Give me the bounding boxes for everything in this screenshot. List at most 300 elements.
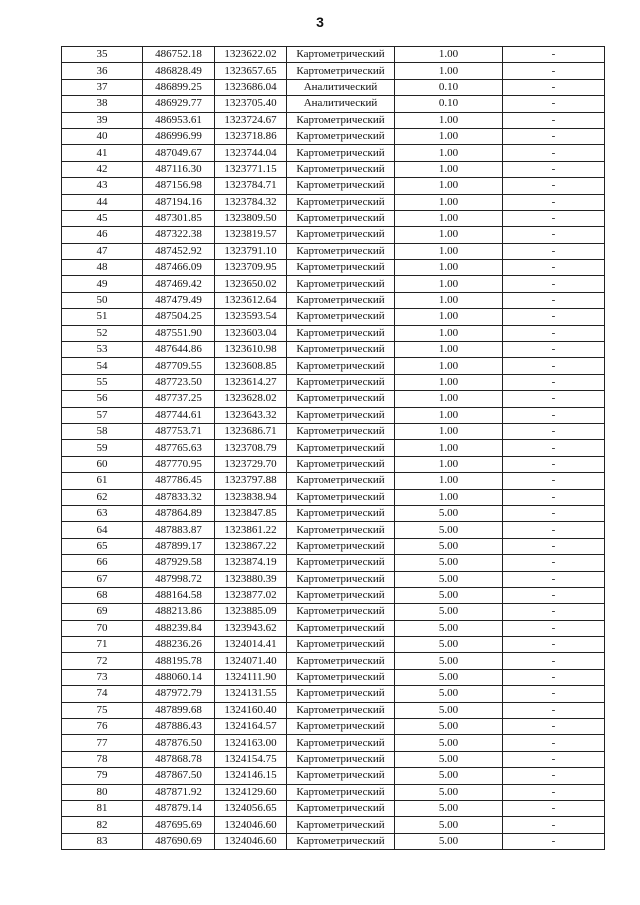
accuracy-cell: 5.00 [395, 817, 503, 833]
method-cell: Картометрический [287, 735, 395, 751]
method-cell: Картометрический [287, 145, 395, 161]
y-coordinate-cell: 1324014.41 [215, 637, 287, 653]
method-cell: Картометрический [287, 440, 395, 456]
table-row [62, 440, 605, 456]
note-cell: - [503, 637, 605, 653]
point-number-cell: 59 [62, 440, 143, 456]
method-cell: Картометрический [287, 620, 395, 636]
table-row [62, 309, 605, 325]
accuracy-cell: 5.00 [395, 735, 503, 751]
accuracy-cell: 1.00 [395, 47, 503, 63]
method-cell: Картометрический [287, 194, 395, 210]
x-coordinate-cell: 487770.95 [143, 456, 215, 472]
method-cell: Картометрический [287, 358, 395, 374]
method-cell: Картометрический [287, 243, 395, 259]
y-coordinate-cell: 1324129.60 [215, 784, 287, 800]
accuracy-cell: 1.00 [395, 194, 503, 210]
table-row [62, 47, 605, 63]
note-cell: - [503, 210, 605, 226]
table-row [62, 292, 605, 308]
point-number-cell: 66 [62, 555, 143, 571]
note-cell: - [503, 604, 605, 620]
page-number: 3 [316, 14, 324, 30]
table-row [62, 505, 605, 521]
point-number-cell: 83 [62, 833, 143, 849]
y-coordinate-cell: 1323729.70 [215, 456, 287, 472]
note-cell: - [503, 145, 605, 161]
table-row [62, 735, 605, 751]
table-row [62, 833, 605, 849]
point-number-cell: 81 [62, 800, 143, 816]
note-cell: - [503, 79, 605, 95]
x-coordinate-cell: 487876.50 [143, 735, 215, 751]
x-coordinate-cell: 486953.61 [143, 112, 215, 128]
note-cell: - [503, 63, 605, 79]
y-coordinate-cell: 1323847.85 [215, 505, 287, 521]
note-cell: - [503, 620, 605, 636]
method-cell: Картометрический [287, 325, 395, 341]
table-row [62, 243, 605, 259]
table-row [62, 194, 605, 210]
x-coordinate-cell: 486828.49 [143, 63, 215, 79]
y-coordinate-cell: 1323650.02 [215, 276, 287, 292]
y-coordinate-cell: 1324046.60 [215, 817, 287, 833]
note-cell: - [503, 522, 605, 538]
note-cell: - [503, 800, 605, 816]
accuracy-cell: 1.00 [395, 489, 503, 505]
point-number-cell: 48 [62, 260, 143, 276]
method-cell: Картометрический [287, 538, 395, 554]
y-coordinate-cell: 1323593.54 [215, 309, 287, 325]
x-coordinate-cell: 487479.49 [143, 292, 215, 308]
table-row [62, 227, 605, 243]
accuracy-cell: 1.00 [395, 260, 503, 276]
point-number-cell: 47 [62, 243, 143, 259]
x-coordinate-cell: 487504.25 [143, 309, 215, 325]
note-cell: - [503, 817, 605, 833]
table-row [62, 161, 605, 177]
accuracy-cell: 1.00 [395, 210, 503, 226]
accuracy-cell: 5.00 [395, 768, 503, 784]
x-coordinate-cell: 487156.98 [143, 178, 215, 194]
point-number-cell: 44 [62, 194, 143, 210]
y-coordinate-cell: 1324154.75 [215, 751, 287, 767]
x-coordinate-cell: 487879.14 [143, 800, 215, 816]
note-cell: - [503, 719, 605, 735]
y-coordinate-cell: 1323643.32 [215, 407, 287, 423]
point-number-cell: 79 [62, 768, 143, 784]
x-coordinate-cell: 487116.30 [143, 161, 215, 177]
table-row [62, 686, 605, 702]
point-number-cell: 58 [62, 423, 143, 439]
table-row [62, 112, 605, 128]
y-coordinate-cell: 1323819.57 [215, 227, 287, 243]
accuracy-cell: 1.00 [395, 112, 503, 128]
accuracy-cell: 5.00 [395, 719, 503, 735]
method-cell: Картометрический [287, 309, 395, 325]
x-coordinate-cell: 487886.43 [143, 719, 215, 735]
accuracy-cell: 5.00 [395, 522, 503, 538]
table-row [62, 538, 605, 554]
y-coordinate-cell: 1323724.67 [215, 112, 287, 128]
table-row [62, 63, 605, 79]
point-number-cell: 51 [62, 309, 143, 325]
note-cell: - [503, 440, 605, 456]
point-number-cell: 77 [62, 735, 143, 751]
x-coordinate-cell: 487469.42 [143, 276, 215, 292]
note-cell: - [503, 555, 605, 571]
table-row [62, 555, 605, 571]
y-coordinate-cell: 1323686.04 [215, 79, 287, 95]
y-coordinate-cell: 1324111.90 [215, 669, 287, 685]
accuracy-cell: 0.10 [395, 96, 503, 112]
method-cell: Картометрический [287, 555, 395, 571]
accuracy-cell: 1.00 [395, 161, 503, 177]
point-number-cell: 74 [62, 686, 143, 702]
point-number-cell: 42 [62, 161, 143, 177]
note-cell: - [503, 161, 605, 177]
method-cell: Картометрический [287, 669, 395, 685]
note-cell: - [503, 456, 605, 472]
accuracy-cell: 1.00 [395, 276, 503, 292]
y-coordinate-cell: 1324071.40 [215, 653, 287, 669]
x-coordinate-cell: 487899.68 [143, 702, 215, 718]
accuracy-cell: 1.00 [395, 407, 503, 423]
method-cell: Аналитический [287, 79, 395, 95]
note-cell: - [503, 96, 605, 112]
table-row [62, 374, 605, 390]
method-cell: Картометрический [287, 260, 395, 276]
table-row [62, 96, 605, 112]
table-row [62, 391, 605, 407]
x-coordinate-cell: 487868.78 [143, 751, 215, 767]
y-coordinate-cell: 1323608.85 [215, 358, 287, 374]
note-cell: - [503, 178, 605, 194]
note-cell: - [503, 128, 605, 144]
point-number-cell: 50 [62, 292, 143, 308]
method-cell: Картометрический [287, 456, 395, 472]
x-coordinate-cell: 487899.17 [143, 538, 215, 554]
table-row [62, 620, 605, 636]
x-coordinate-cell: 487867.50 [143, 768, 215, 784]
accuracy-cell: 1.00 [395, 358, 503, 374]
table-row [62, 489, 605, 505]
coordinates-table-body [62, 47, 605, 850]
note-cell: - [503, 538, 605, 554]
y-coordinate-cell: 1323612.64 [215, 292, 287, 308]
method-cell: Картометрический [287, 423, 395, 439]
point-number-cell: 38 [62, 96, 143, 112]
x-coordinate-cell: 488236.26 [143, 637, 215, 653]
accuracy-cell: 5.00 [395, 653, 503, 669]
table-row [62, 653, 605, 669]
point-number-cell: 65 [62, 538, 143, 554]
note-cell: - [503, 358, 605, 374]
y-coordinate-cell: 1323877.02 [215, 587, 287, 603]
x-coordinate-cell: 487551.90 [143, 325, 215, 341]
method-cell: Картометрический [287, 112, 395, 128]
table-row [62, 260, 605, 276]
y-coordinate-cell: 1324046.60 [215, 833, 287, 849]
note-cell: - [503, 407, 605, 423]
table-row [62, 817, 605, 833]
accuracy-cell: 1.00 [395, 423, 503, 439]
table-row [62, 800, 605, 816]
method-cell: Картометрический [287, 784, 395, 800]
x-coordinate-cell: 488060.14 [143, 669, 215, 685]
table-row [62, 210, 605, 226]
y-coordinate-cell: 1323614.27 [215, 374, 287, 390]
note-cell: - [503, 342, 605, 358]
y-coordinate-cell: 1323861.22 [215, 522, 287, 538]
note-cell: - [503, 768, 605, 784]
method-cell: Картометрический [287, 178, 395, 194]
method-cell: Картометрический [287, 473, 395, 489]
y-coordinate-cell: 1323708.79 [215, 440, 287, 456]
x-coordinate-cell: 486929.77 [143, 96, 215, 112]
y-coordinate-cell: 1324164.57 [215, 719, 287, 735]
point-number-cell: 76 [62, 719, 143, 735]
x-coordinate-cell: 486752.18 [143, 47, 215, 63]
accuracy-cell: 1.00 [395, 440, 503, 456]
method-cell: Картометрический [287, 702, 395, 718]
point-number-cell: 72 [62, 653, 143, 669]
accuracy-cell: 5.00 [395, 505, 503, 521]
note-cell: - [503, 751, 605, 767]
method-cell: Картометрический [287, 571, 395, 587]
method-cell: Картометрический [287, 292, 395, 308]
accuracy-cell: 1.00 [395, 473, 503, 489]
accuracy-cell: 5.00 [395, 800, 503, 816]
note-cell: - [503, 423, 605, 439]
note-cell: - [503, 669, 605, 685]
method-cell: Картометрический [287, 604, 395, 620]
method-cell: Картометрический [287, 800, 395, 816]
accuracy-cell: 5.00 [395, 604, 503, 620]
method-cell: Картометрический [287, 391, 395, 407]
table-row [62, 473, 605, 489]
x-coordinate-cell: 487301.85 [143, 210, 215, 226]
point-number-cell: 45 [62, 210, 143, 226]
point-number-cell: 68 [62, 587, 143, 603]
table-row [62, 79, 605, 95]
note-cell: - [503, 260, 605, 276]
method-cell: Картометрический [287, 374, 395, 390]
note-cell: - [503, 325, 605, 341]
point-number-cell: 46 [62, 227, 143, 243]
y-coordinate-cell: 1324131.55 [215, 686, 287, 702]
accuracy-cell: 1.00 [395, 243, 503, 259]
y-coordinate-cell: 1323705.40 [215, 96, 287, 112]
accuracy-cell: 1.00 [395, 391, 503, 407]
x-coordinate-cell: 487786.45 [143, 473, 215, 489]
accuracy-cell: 5.00 [395, 571, 503, 587]
method-cell: Картометрический [287, 47, 395, 63]
note-cell: - [503, 112, 605, 128]
method-cell: Картометрический [287, 489, 395, 505]
point-number-cell: 43 [62, 178, 143, 194]
note-cell: - [503, 276, 605, 292]
accuracy-cell: 5.00 [395, 669, 503, 685]
table-row [62, 276, 605, 292]
x-coordinate-cell: 487695.69 [143, 817, 215, 833]
point-number-cell: 56 [62, 391, 143, 407]
table-row [62, 768, 605, 784]
y-coordinate-cell: 1323744.04 [215, 145, 287, 161]
x-coordinate-cell: 486996.99 [143, 128, 215, 144]
table-row [62, 587, 605, 603]
y-coordinate-cell: 1323784.32 [215, 194, 287, 210]
x-coordinate-cell: 487833.32 [143, 489, 215, 505]
point-number-cell: 36 [62, 63, 143, 79]
y-coordinate-cell: 1323874.19 [215, 555, 287, 571]
y-coordinate-cell: 1323610.98 [215, 342, 287, 358]
method-cell: Картометрический [287, 653, 395, 669]
point-number-cell: 73 [62, 669, 143, 685]
point-number-cell: 52 [62, 325, 143, 341]
note-cell: - [503, 391, 605, 407]
method-cell: Аналитический [287, 96, 395, 112]
x-coordinate-cell: 487765.63 [143, 440, 215, 456]
accuracy-cell: 1.00 [395, 63, 503, 79]
x-coordinate-cell: 487644.86 [143, 342, 215, 358]
method-cell: Картометрический [287, 128, 395, 144]
point-number-cell: 71 [62, 637, 143, 653]
y-coordinate-cell: 1323771.15 [215, 161, 287, 177]
point-number-cell: 35 [62, 47, 143, 63]
accuracy-cell: 1.00 [395, 227, 503, 243]
point-number-cell: 67 [62, 571, 143, 587]
note-cell: - [503, 686, 605, 702]
point-number-cell: 57 [62, 407, 143, 423]
accuracy-cell: 1.00 [395, 292, 503, 308]
point-number-cell: 80 [62, 784, 143, 800]
point-number-cell: 63 [62, 505, 143, 521]
accuracy-cell: 1.00 [395, 178, 503, 194]
point-number-cell: 75 [62, 702, 143, 718]
table-row [62, 604, 605, 620]
note-cell: - [503, 292, 605, 308]
x-coordinate-cell: 487753.71 [143, 423, 215, 439]
table-row [62, 128, 605, 144]
method-cell: Картометрический [287, 719, 395, 735]
accuracy-cell: 1.00 [395, 128, 503, 144]
y-coordinate-cell: 1324160.40 [215, 702, 287, 718]
method-cell: Картометрический [287, 210, 395, 226]
note-cell: - [503, 489, 605, 505]
y-coordinate-cell: 1324146.15 [215, 768, 287, 784]
y-coordinate-cell: 1323718.86 [215, 128, 287, 144]
method-cell: Картометрический [287, 342, 395, 358]
accuracy-cell: 5.00 [395, 833, 503, 849]
accuracy-cell: 1.00 [395, 374, 503, 390]
table-row [62, 669, 605, 685]
point-number-cell: 69 [62, 604, 143, 620]
point-number-cell: 62 [62, 489, 143, 505]
point-number-cell: 78 [62, 751, 143, 767]
point-number-cell: 82 [62, 817, 143, 833]
x-coordinate-cell: 486899.25 [143, 79, 215, 95]
table-row [62, 702, 605, 718]
accuracy-cell: 5.00 [395, 637, 503, 653]
x-coordinate-cell: 487194.16 [143, 194, 215, 210]
method-cell: Картометрический [287, 587, 395, 603]
y-coordinate-cell: 1323880.39 [215, 571, 287, 587]
accuracy-cell: 5.00 [395, 751, 503, 767]
table-row [62, 571, 605, 587]
note-cell: - [503, 309, 605, 325]
y-coordinate-cell: 1323628.02 [215, 391, 287, 407]
x-coordinate-cell: 487452.92 [143, 243, 215, 259]
point-number-cell: 61 [62, 473, 143, 489]
note-cell: - [503, 653, 605, 669]
x-coordinate-cell: 488195.78 [143, 653, 215, 669]
point-number-cell: 55 [62, 374, 143, 390]
x-coordinate-cell: 487972.79 [143, 686, 215, 702]
coordinates-table [61, 46, 605, 850]
table-row [62, 637, 605, 653]
method-cell: Картометрический [287, 276, 395, 292]
accuracy-cell: 1.00 [395, 325, 503, 341]
method-cell: Картометрический [287, 768, 395, 784]
y-coordinate-cell: 1323943.62 [215, 620, 287, 636]
point-number-cell: 41 [62, 145, 143, 161]
accuracy-cell: 5.00 [395, 702, 503, 718]
note-cell: - [503, 243, 605, 259]
x-coordinate-cell: 488213.86 [143, 604, 215, 620]
note-cell: - [503, 227, 605, 243]
y-coordinate-cell: 1323622.02 [215, 47, 287, 63]
table-row [62, 178, 605, 194]
note-cell: - [503, 473, 605, 489]
method-cell: Картометрический [287, 817, 395, 833]
y-coordinate-cell: 1323657.65 [215, 63, 287, 79]
accuracy-cell: 5.00 [395, 555, 503, 571]
accuracy-cell: 1.00 [395, 456, 503, 472]
point-number-cell: 39 [62, 112, 143, 128]
table-row [62, 423, 605, 439]
method-cell: Картометрический [287, 637, 395, 653]
table-row [62, 342, 605, 358]
note-cell: - [503, 702, 605, 718]
accuracy-cell: 1.00 [395, 342, 503, 358]
point-number-cell: 60 [62, 456, 143, 472]
method-cell: Картометрический [287, 751, 395, 767]
x-coordinate-cell: 487871.92 [143, 784, 215, 800]
x-coordinate-cell: 487322.38 [143, 227, 215, 243]
point-number-cell: 53 [62, 342, 143, 358]
point-number-cell: 70 [62, 620, 143, 636]
y-coordinate-cell: 1323797.88 [215, 473, 287, 489]
y-coordinate-cell: 1323885.09 [215, 604, 287, 620]
x-coordinate-cell: 487690.69 [143, 833, 215, 849]
table-row [62, 145, 605, 161]
note-cell: - [503, 374, 605, 390]
y-coordinate-cell: 1323784.71 [215, 178, 287, 194]
accuracy-cell: 5.00 [395, 620, 503, 636]
method-cell: Картометрический [287, 407, 395, 423]
method-cell: Картометрический [287, 833, 395, 849]
x-coordinate-cell: 487998.72 [143, 571, 215, 587]
point-number-cell: 40 [62, 128, 143, 144]
note-cell: - [503, 784, 605, 800]
table-row [62, 751, 605, 767]
y-coordinate-cell: 1323838.94 [215, 489, 287, 505]
table-row [62, 784, 605, 800]
note-cell: - [503, 833, 605, 849]
y-coordinate-cell: 1324163.00 [215, 735, 287, 751]
x-coordinate-cell: 487929.58 [143, 555, 215, 571]
